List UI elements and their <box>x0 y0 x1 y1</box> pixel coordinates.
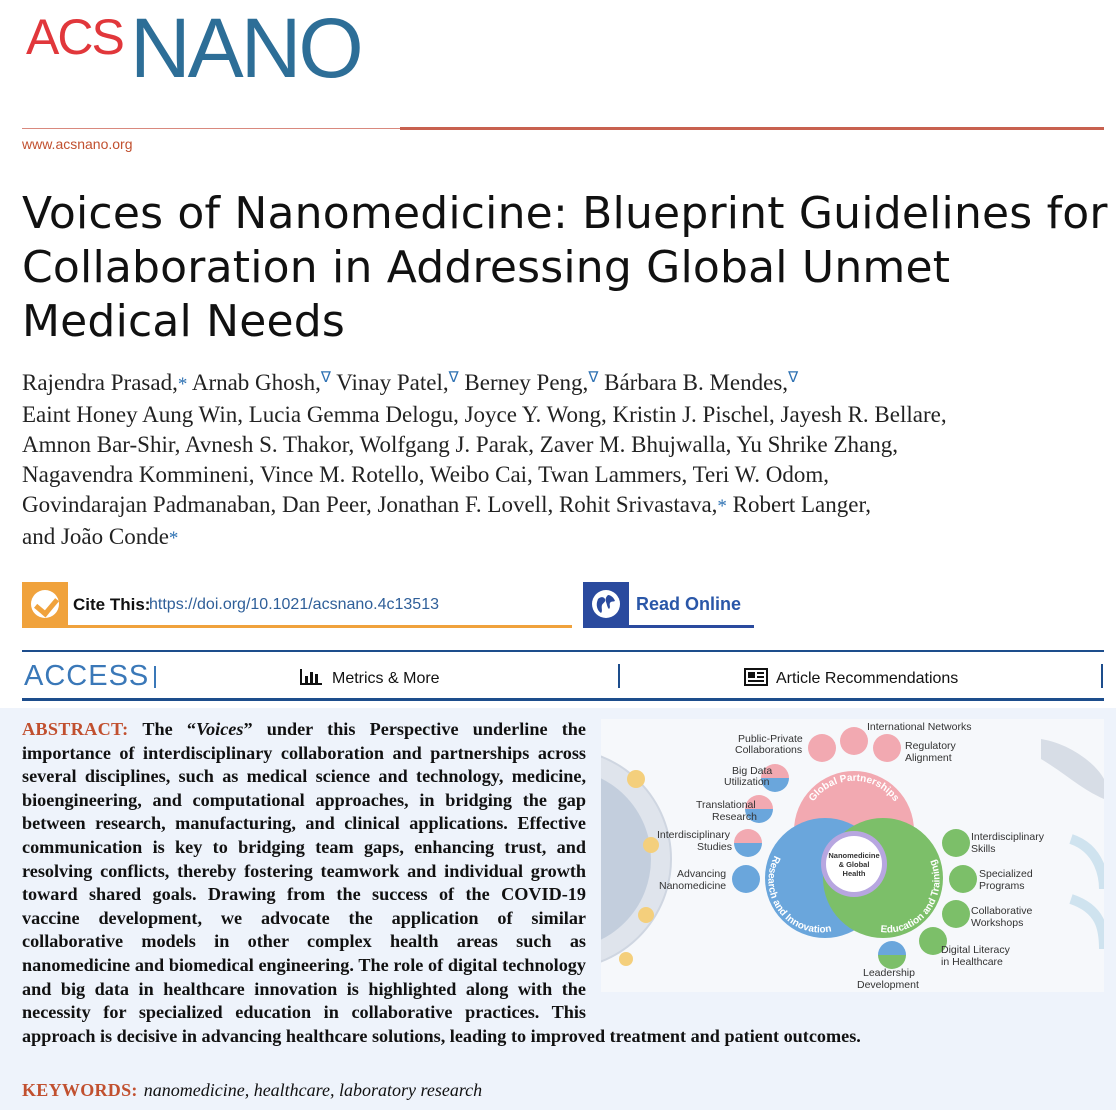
author-name[interactable]: and João Conde <box>22 524 169 549</box>
globe-icon <box>592 590 620 618</box>
label-leadership-1: Leadership <box>863 967 915 979</box>
cite-badge <box>22 582 68 628</box>
label-regulatory-1: Regulatory <box>905 740 956 752</box>
author-name[interactable]: Jayesh R. Bellare, <box>780 402 947 427</box>
author-name[interactable]: Eaint Honey Aung Win, <box>22 402 243 427</box>
keywords-value: nanomedicine, healthcare, laboratory research <box>143 1080 483 1100</box>
abstract-voices: Voices <box>195 719 244 739</box>
label-international-networks: International Networks <box>867 721 972 733</box>
checkmark-icon <box>31 590 59 618</box>
author-name[interactable]: Govindarajan Padmanaban, <box>22 492 277 517</box>
graphical-abstract[interactable] <box>601 719 1104 992</box>
label-interdisc-studies-2: Studies <box>697 841 733 853</box>
abstract-text: ” under this Perspective underline the importance of interdisciplinary collaboration and partnerships across several disciplines, such as medical science and technology, medicine, bioengineering, and computational approaches, in bridging the gap between research, manufacturing, and clinical applications. Effective communication is key to bridging team gaps, enhancing trust, and resolving conflicts, thereby fostering teamwork and individual growth toward shared goals. Drawing from the success of the COVID-19 vaccine development, we advocate the application of similar collaborative models in other complex health areas such as nanomedicine and biomedical engineering. The role of digital technology and big data in healthcare innovation is highlighted along with the necessity for specialized education in collaborative practices. This approach is decisive in advancing healthcare solutions, leading to improved treatment and patient outcomes. <box>22 719 861 1046</box>
author-name[interactable]: Kristin J. Pischel, <box>612 402 775 427</box>
logo-acs-text: ACS <box>26 9 123 65</box>
read-online-label: Read Online <box>636 594 742 614</box>
access-separator-1 <box>618 664 620 688</box>
doi-link[interactable]: https://doi.org/10.1021/acsnano.4c13513 <box>149 596 439 613</box>
access-label: ACCESS <box>24 660 150 692</box>
label-advancing-1: Advancing <box>677 868 727 880</box>
author-name[interactable]: Bárbara B. Mendes, <box>604 370 789 395</box>
document-list-icon <box>744 668 768 691</box>
label-specialized-2: Programs <box>979 880 1025 892</box>
author-name[interactable]: Vince M. Rotello, <box>259 462 425 487</box>
node-advancing-nanomedicine <box>732 865 760 893</box>
author-name[interactable]: Wolfgang J. Parak, <box>359 432 535 457</box>
metrics-more-button[interactable] <box>299 668 440 691</box>
label-specialized-1: Specialized <box>979 868 1033 880</box>
author-name[interactable]: Dan Peer, <box>281 492 372 517</box>
label-translational-2: Research <box>712 811 757 823</box>
access-bar-bottom-rule <box>22 698 1104 701</box>
label-advancing-2: Nanomedicine <box>659 880 727 892</box>
abstract-text-pre: The “ <box>128 719 196 739</box>
node-specialized-programs <box>949 865 977 893</box>
author-name[interactable]: Rohit Srivastava, <box>558 492 718 517</box>
access-divider <box>154 666 156 688</box>
author-list <box>22 363 1112 554</box>
metrics-more-label: Metrics & More <box>332 670 440 687</box>
node-regulatory <box>873 734 901 762</box>
bar-chart-icon <box>299 668 323 691</box>
label-digital-literacy-1: Digital Literacy <box>941 944 1010 956</box>
journal-website-link[interactable]: www.acsnano.org <box>22 136 133 152</box>
access-bar-top-rule <box>22 650 1104 652</box>
node-international <box>840 727 868 755</box>
center-label-3: Health <box>842 869 866 878</box>
label-translational-1: Translational <box>696 799 756 811</box>
article-recommendations-label: Article Recommendations <box>776 670 959 687</box>
author-name[interactable]: Arnab Ghosh, <box>191 370 321 395</box>
author-name[interactable]: Nagavendra Kommineni, <box>22 462 255 487</box>
label-big-data-1: Big Data <box>732 765 773 777</box>
center-label-2: & Global <box>838 860 870 869</box>
author-name[interactable]: Yu Shrike Zhang, <box>736 432 898 457</box>
keywords-label: KEYWORDS: <box>22 1080 138 1100</box>
author-name[interactable]: Zaver M. Bhujwalla, <box>539 432 732 457</box>
author-name[interactable]: Rajendra Prasad, <box>22 370 178 395</box>
author-name[interactable]: Amnon Bar-Shir, <box>22 432 181 457</box>
logo-nano-text: NANO <box>130 1 361 95</box>
author-name[interactable]: Avnesh S. Thakor, <box>184 432 355 457</box>
author-name[interactable]: Teri W. Odom, <box>692 462 829 487</box>
access-bar <box>22 650 1104 702</box>
author-name[interactable]: Weibo Cai, <box>429 462 533 487</box>
arc-education-training: Education and Training <box>880 858 943 936</box>
label-public-private-2: Collaborations <box>735 744 803 756</box>
keywords <box>22 1080 482 1101</box>
arc-global-partnerships: Global Partnerships <box>806 772 902 804</box>
node-leadership <box>878 941 906 969</box>
decor-dot <box>638 907 654 923</box>
abstract-label: ABSTRACT: <box>22 719 129 739</box>
cite-underline <box>68 625 572 628</box>
author-name[interactable]: Robert Langer, <box>732 492 871 517</box>
author-name[interactable]: Twan Lammers, <box>538 462 688 487</box>
decor-dot <box>619 952 633 966</box>
label-interdisc-skills-2: Skills <box>971 843 996 855</box>
header-rule <box>22 127 1104 130</box>
label-regulatory-2: Alignment <box>905 752 952 764</box>
read-online-button[interactable] <box>583 582 754 628</box>
author-name[interactable]: Jonathan F. Lovell, <box>377 492 554 517</box>
node-public-private <box>808 734 836 762</box>
author-affiliation-mark: * <box>168 528 179 549</box>
author-affiliation-mark: ∇ <box>588 370 599 386</box>
author-name[interactable]: Lucia Gemma Delogu, <box>248 402 459 427</box>
access-separator-2 <box>1101 664 1103 688</box>
header-rule-thin <box>22 128 400 129</box>
label-leadership-2: Development <box>857 979 919 991</box>
read-badge <box>583 582 629 628</box>
cite-this-label: Cite This: <box>73 595 151 614</box>
label-interdisc-skills-1: Interdisciplinary <box>971 831 1044 843</box>
arc-research-innovation: Research and Innovation <box>765 853 833 936</box>
author-affiliation-mark: * <box>717 496 727 517</box>
article-recommendations-button[interactable] <box>744 668 958 691</box>
cite-this-box[interactable] <box>22 582 572 628</box>
read-underline <box>629 625 754 628</box>
label-interdisc-studies-1: Interdisciplinary <box>657 829 730 841</box>
author-affiliation-mark: ∇ <box>788 370 799 386</box>
article-title: Voices of Nanomedicine: Blueprint Guidelines for Collaboration in Addressing Global Unmet Medical Needs <box>22 188 1108 347</box>
author-name[interactable]: Berney Peng, <box>464 370 589 395</box>
author-name[interactable]: Vinay Patel, <box>336 370 449 395</box>
author-name[interactable]: Joyce Y. Wong, <box>464 402 607 427</box>
author-affiliation-mark: * <box>177 374 188 395</box>
decor-caduceus <box>1041 739 1104 799</box>
decor-dot <box>627 770 645 788</box>
author-affiliation-mark: ∇ <box>320 370 331 386</box>
node-collaborative-workshops <box>942 900 970 928</box>
author-affiliation-mark: ∇ <box>448 370 459 386</box>
label-public-private-1: Public-Private <box>738 733 803 745</box>
label-digital-literacy-2: in Healthcare <box>941 956 1003 968</box>
label-collab-workshops-1: Collaborative <box>971 905 1033 917</box>
node-interdisciplinary-studies <box>734 829 762 857</box>
label-big-data-2: Utilization <box>724 776 770 788</box>
decor-caduceus <box>1071 839 1104 949</box>
header-rule-thick <box>400 127 1104 130</box>
label-collab-workshops-2: Workshops <box>971 917 1024 929</box>
node-interdisciplinary-skills <box>942 829 970 857</box>
center-label-1: Nanomedicine <box>828 851 880 860</box>
